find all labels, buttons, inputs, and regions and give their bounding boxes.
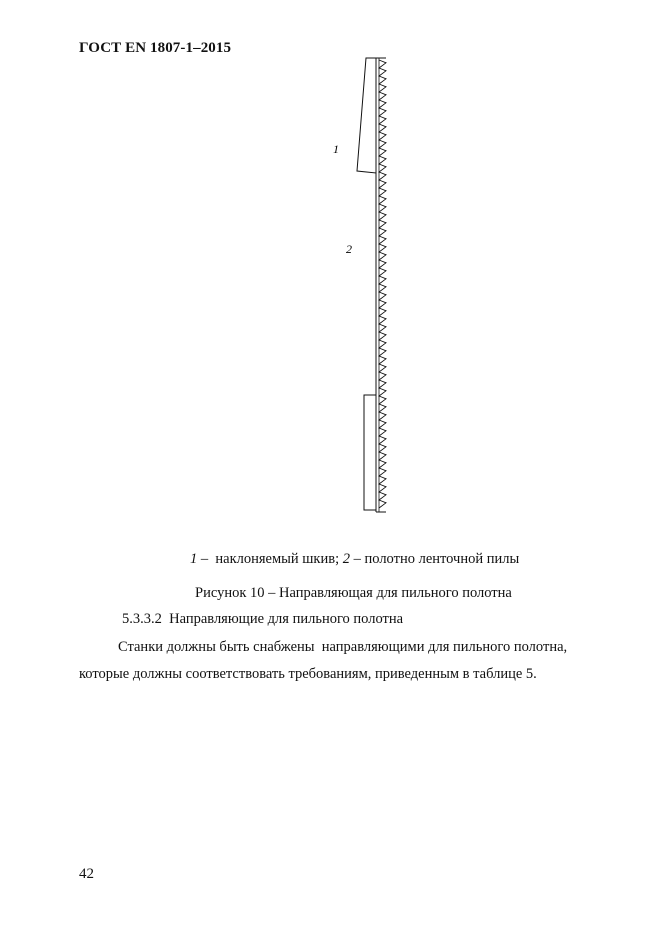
paragraph-line-1: Станки должны быть снабжены направляющими для пильного полотна, — [118, 639, 568, 655]
blade-teeth — [379, 60, 386, 508]
saw-blade-guide-drawing — [300, 50, 420, 525]
label-pulley: 1 — [333, 142, 339, 156]
page-number: 42 — [79, 866, 94, 882]
figure-10 — [300, 50, 420, 525]
legend-item2-number: 2 — [342, 551, 350, 567]
section-heading: 5.3.3.2 Направляющие для пильного полотна — [122, 611, 404, 627]
legend-item1-text: наклоняемый шкив; — [215, 551, 343, 567]
figure-caption: Рисунок 10 – Направляющая для пильного полотна — [195, 585, 512, 601]
blade-tooth-profile — [379, 60, 386, 508]
lower-guide-block — [364, 395, 376, 510]
legend-item1-separator: – — [197, 551, 216, 567]
label-blade: 2 — [346, 242, 352, 256]
paragraph-line-2: которые должны соответствовать требованиям, приведенным в таблице 5. — [79, 666, 537, 682]
legend-item2-separator: – — [350, 551, 365, 567]
document-header: ГОСТ EN 1807-1–2015 — [79, 40, 232, 56]
legend-item1-number: 1 — [190, 551, 198, 567]
pulley-block-outline — [357, 58, 376, 173]
legend-item2-text: полотно ленточной пилы — [364, 551, 520, 567]
figure-legend — [190, 551, 519, 568]
